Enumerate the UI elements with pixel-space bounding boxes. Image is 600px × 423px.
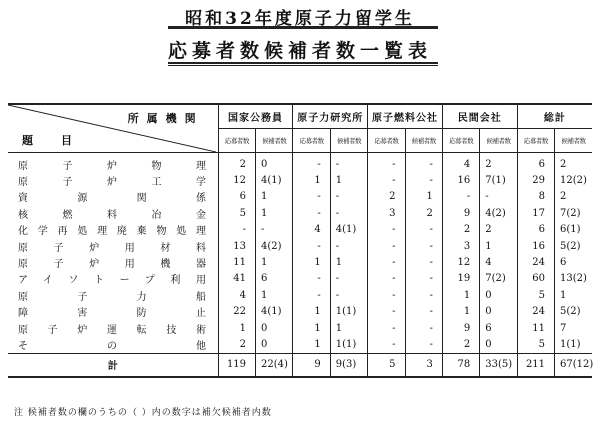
table-cell: - [368,238,405,254]
table-cell: 5(2) [555,238,592,254]
total-cell: 211 [517,353,554,377]
total-cell: 78 [442,353,479,377]
table-cell: - [293,271,330,287]
row-label-text: その他 [18,340,206,352]
table-row [8,172,592,188]
table-row [8,287,592,303]
table-cell: 24 [517,254,554,270]
table-cell: - [368,222,405,238]
table-row [8,153,592,173]
table-cell: 1 [256,205,293,221]
table-cell: - [256,222,293,238]
table-cell: 1 [256,254,293,270]
row-label-text: 原子炉工学 [18,177,206,189]
table-cell: - [293,287,330,303]
table-cell: 1 [256,189,293,205]
table-cell: 13 [218,238,255,254]
table-cell: 7 [555,320,592,336]
table-cell: 1(1) [330,336,367,353]
table-cell: - [368,172,405,188]
table-cell: 1 [293,254,330,270]
total-cell: 33(5) [480,353,517,377]
total-row [8,353,592,377]
table-cell: 6 [517,222,554,238]
table-cell: - [368,287,405,303]
table-cell: 1(1) [555,336,592,353]
table-cell: - [330,287,367,303]
group-header-fuel-corp: 原子燃料公社 [368,104,443,129]
table-cell: 4(1) [256,304,293,320]
table-cell: 6 [555,254,592,270]
table-cell: 1 [256,287,293,303]
table-cell: 9 [442,205,479,221]
table-cell: 2 [405,205,442,221]
subheader-applicants: 応募者数 [218,129,255,153]
table-cell: - [480,189,517,205]
table-cell: - [368,153,405,173]
row-label [8,336,218,353]
table-cell: - [405,336,442,353]
table-cell: 4(1) [256,172,293,188]
table-row [8,189,592,205]
table-cell: 2 [555,153,592,173]
title-underline-thin [168,28,438,29]
subheader-candidates: 候補者数 [405,129,442,153]
table-cell: 5(2) [555,304,592,320]
row-label-text: 原子炉用材料 [18,242,206,254]
table-row [8,304,592,320]
subheader-applicants: 応募者数 [517,129,554,153]
table-cell: 11 [218,254,255,270]
group-header-private: 民間会社 [442,104,517,129]
table-cell: 2 [555,189,592,205]
table-cell: 8 [517,189,554,205]
subheader-applicants: 応募者数 [368,129,405,153]
table-cell: 1 [405,189,442,205]
table-cell: - [405,271,442,287]
row-label [8,189,218,205]
table-cell: 0 [480,304,517,320]
row-label [8,304,218,320]
table-row [8,205,592,221]
table-cell: - [405,254,442,270]
table-cell: 2 [368,189,405,205]
table-cell: 7(2) [555,205,592,221]
owner-header: 所属機関 [127,112,204,125]
group-header-total: 総計 [517,104,592,129]
table-cell: 1 [293,304,330,320]
row-label [8,320,218,336]
row-label [8,153,218,173]
total-cell: 119 [218,353,255,377]
table-cell: 9 [442,320,479,336]
table-cell: 6 [480,320,517,336]
table-cell: 24 [517,304,554,320]
table-cell: - [405,287,442,303]
table-cell: - [330,238,367,254]
table-cell: 3 [442,238,479,254]
row-label-text: 核燃料冶金 [18,209,206,221]
table-cell: - [368,304,405,320]
table-cell: - [368,320,405,336]
table-cell: 3 [368,205,405,221]
footnote: 注 候補者数の欄のうちの（ ）内の数字は補欠候補者内数 [14,408,272,418]
row-label-text: 化学再処理廃棄物処理 [18,226,206,238]
table-cell: 1 [218,320,255,336]
table-cell: - [330,189,367,205]
row-label-text: 原子炉用機器 [18,259,206,271]
table-cell: 12 [218,172,255,188]
table-cell: 1 [330,172,367,188]
table-cell: 1 [293,320,330,336]
row-label-text: 原子炉物理 [18,160,206,172]
table-cell: 7(1) [480,172,517,188]
subheader-applicants: 応募者数 [442,129,479,153]
table-cell: - [405,320,442,336]
table-cell: 6 [256,271,293,287]
subtitle-underline [168,62,438,64]
table-cell: 13(2) [555,271,592,287]
table-cell: 1 [442,287,479,303]
table-cell: 29 [517,172,554,188]
table-cell: 7(2) [480,271,517,287]
total-label: 計 [8,353,218,377]
table-cell: - [368,271,405,287]
row-label-text: 原子力船 [18,291,206,303]
table-cell: 16 [517,238,554,254]
table-cell: - [405,304,442,320]
table-cell: 6 [517,153,554,173]
table-cell: 4 [480,254,517,270]
table-cell: 2 [442,336,479,353]
group-header-institute: 原子力研究所 [293,104,368,129]
table-cell: - [293,189,330,205]
row-label-text: アイソトープ利用 [18,275,206,287]
table-cell: 1 [293,336,330,353]
table-row [8,222,592,238]
table-cell: 60 [517,271,554,287]
table-cell: - [405,153,442,173]
row-label [8,172,218,188]
table-row [8,271,592,287]
table-cell: 2 [218,153,255,173]
total-cell: 9(3) [330,353,367,377]
table-cell: 6(1) [555,222,592,238]
title-line-2: 応募者数候補者数一覧表 [167,40,432,62]
subheader-applicants: 応募者数 [293,129,330,153]
row-label-text: 資源関係 [18,193,206,205]
row-label [8,271,218,287]
row-label [8,287,218,303]
subheader-candidates: 候補者数 [256,129,293,153]
table-cell: - [330,205,367,221]
table-cell: 4(1) [330,222,367,238]
table-cell: 41 [218,271,255,287]
table-cell: 16 [442,172,479,188]
table-cell: 0 [256,320,293,336]
table-cell: 4(2) [256,238,293,254]
table-cell: 19 [442,271,479,287]
table-cell: 0 [256,153,293,173]
table-cell: 1(1) [330,304,367,320]
total-cell: 9 [293,353,330,377]
table-cell: 1 [555,287,592,303]
table-cell: 1 [330,320,367,336]
subheader-candidates: 候補者数 [555,129,592,153]
row-label [8,205,218,221]
title-line-1: 昭和32年度原子力留学生 [185,9,415,29]
table-cell: 4(2) [480,205,517,221]
total-cell: 67(12) [555,353,592,377]
table-cell: 4 [218,287,255,303]
header-diagonal-cell [8,104,218,153]
table-cell: 1 [480,238,517,254]
table-cell: - [368,336,405,353]
applicants-table [8,103,592,378]
table-cell: 4 [442,153,479,173]
item-header: 題目 [22,134,100,147]
row-label-text: 障害防止 [18,308,206,320]
table-row [8,336,592,353]
table-cell: 1 [442,304,479,320]
row-label-text: 原子炉運転技術 [18,324,206,336]
table-cell: - [218,222,255,238]
table-cell: 2 [480,153,517,173]
table-cell: 2 [218,336,255,353]
table-row [8,254,592,270]
table-cell: - [405,222,442,238]
table-cell: 17 [517,205,554,221]
table-cell: - [405,238,442,254]
table-cell: 0 [480,287,517,303]
table-cell: 22 [218,304,255,320]
table-row [8,238,592,254]
table-cell: 12(2) [555,172,592,188]
table-cell: - [293,153,330,173]
subtitle-underline-thin [168,65,438,66]
table-cell: 2 [480,222,517,238]
group-header-national: 国家公務員 [218,104,293,129]
table-cell: - [293,205,330,221]
subheader-candidates: 候補者数 [480,129,517,153]
table-cell: - [330,153,367,173]
row-label [8,222,218,238]
table-cell: - [405,172,442,188]
total-cell: 22(4) [256,353,293,377]
table-cell: 1 [293,172,330,188]
total-cell: 5 [368,353,405,377]
table-cell: - [293,238,330,254]
table-cell: - [442,189,479,205]
table-cell: 0 [256,336,293,353]
table-cell: 5 [218,205,255,221]
table-row [8,320,592,336]
table-cell: 11 [517,320,554,336]
table-cell: 6 [218,189,255,205]
table-cell: 5 [517,287,554,303]
total-cell: 3 [405,353,442,377]
table-cell: 2 [442,222,479,238]
row-label [8,238,218,254]
table-cell: 0 [480,336,517,353]
table-cell: 5 [517,336,554,353]
table-cell: 1 [330,254,367,270]
table-cell: - [368,254,405,270]
table-cell: 4 [293,222,330,238]
table-cell: - [330,271,367,287]
row-label [8,254,218,270]
subheader-candidates: 候補者数 [330,129,367,153]
table-cell: 12 [442,254,479,270]
